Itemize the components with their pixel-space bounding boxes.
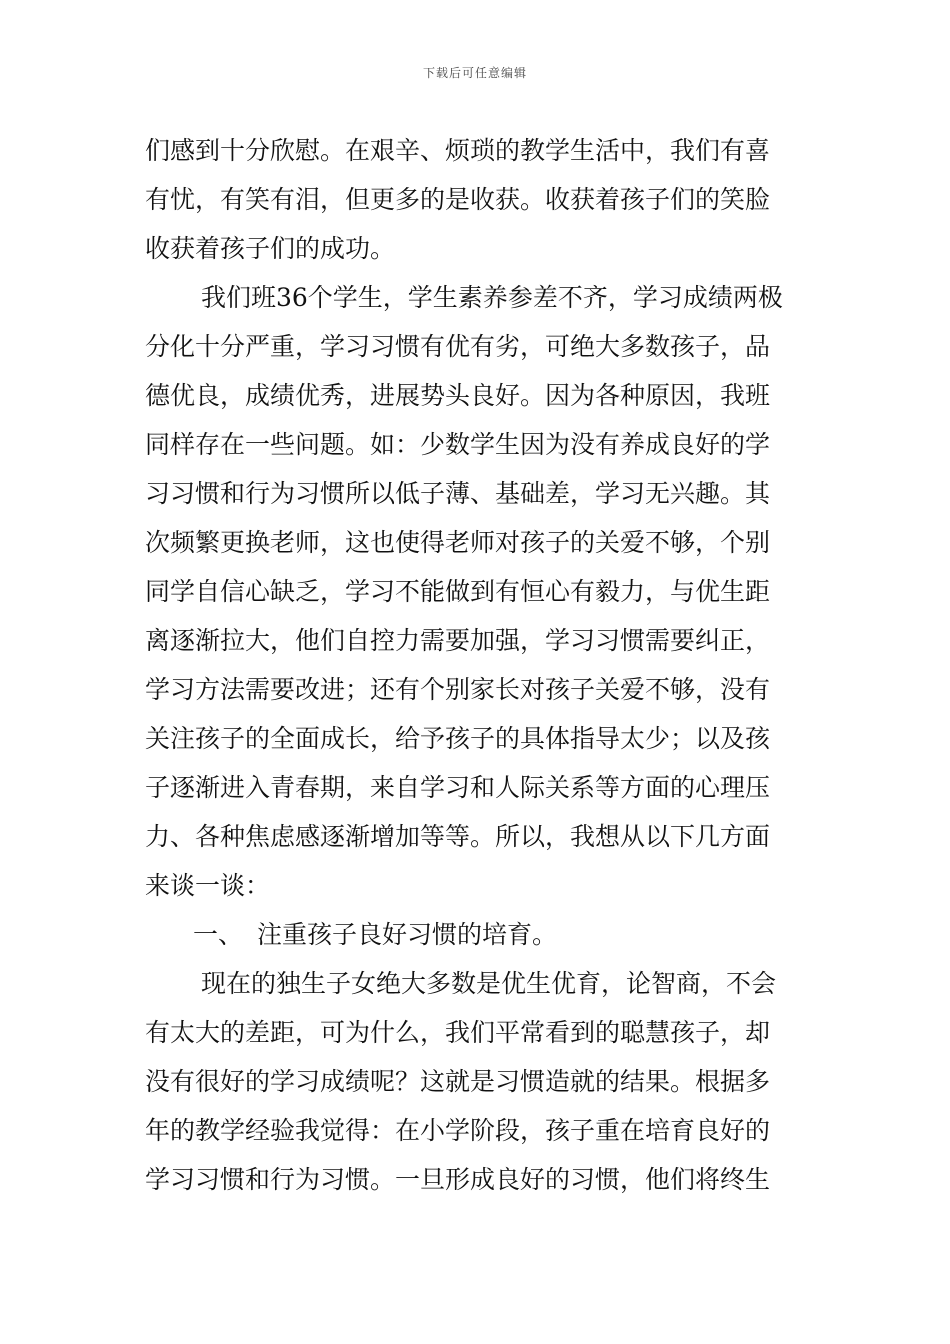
text-line: 分化十分严重，学习习惯有优有劣，可绝大多数孩子，品	[145, 332, 771, 361]
text-line: 离逐渐拉大，他们自控力需要加强，学习习惯需要纠正，	[145, 626, 771, 655]
text-line: 力、各种焦虑感逐渐增加等等。所以，我想从以下几方面	[145, 822, 771, 851]
text-line: 年的教学经验我觉得：在小学阶段，孩子重在培育良好的	[145, 1116, 771, 1145]
section-heading-number: 一、	[193, 920, 244, 949]
text-line: 学习习惯和行为习惯。一旦形成良好的习惯，他们将终生	[145, 1165, 771, 1194]
section-heading	[145, 910, 815, 959]
section-heading-text: 注重孩子良好习惯的培育。	[257, 920, 558, 949]
page-header-note: 下载后可任意编辑	[422, 66, 527, 80]
text-line: 学习方法需要改进；还有个别家长对孩子关爱不够，没有	[145, 675, 771, 704]
text-line: 次频繁更换老师，这也使得老师对孩子的关爱不够，个别	[145, 528, 771, 557]
text-line: 没有很好的学习成绩呢？这就是习惯造就的结果。根据多	[145, 1067, 771, 1096]
text-line: 我们班36个学生，学生素养参差不齐，学习成绩两极	[201, 283, 783, 312]
paragraph-2	[145, 273, 815, 910]
text-line: 现在的独生子女绝大多数是优生优育，论智商，不会	[201, 969, 777, 998]
text-line: 来谈一谈：	[145, 871, 271, 900]
text-line: 同样存在一些问题。如：少数学生因为没有养成良好的学	[145, 430, 771, 459]
text-line: 习习惯和行为习惯所以低子薄、基础差，学习无兴趣。其	[145, 479, 771, 508]
text-line: 子逐渐进入青春期，来自学习和人际关系等方面的心理压	[145, 773, 771, 802]
text-line: 有忧，有笑有泪，但更多的是收获。收获着孩子们的笑脸	[145, 185, 771, 214]
text-line: 德优良，成绩优秀，进展势头良好。因为各种原因，我班	[145, 381, 771, 410]
text-line: 收获着孩子们的成功。	[145, 234, 396, 263]
text-line: 有太大的差距，可为什么，我们平常看到的聪慧孩子，却	[145, 1018, 771, 1047]
text-line: 们感到十分欣慰。在艰辛、烦琐的教学生活中，我们有喜	[145, 136, 771, 165]
document-body	[145, 126, 815, 1204]
text-line: 关注孩子的全面成长，给予孩子的具体指导太少；以及孩	[145, 724, 771, 753]
text-line: 同学自信心缺乏，学习不能做到有恒心有毅力，与优生距	[145, 577, 771, 606]
paragraph-1	[145, 126, 815, 273]
paragraph-3	[145, 959, 815, 1204]
